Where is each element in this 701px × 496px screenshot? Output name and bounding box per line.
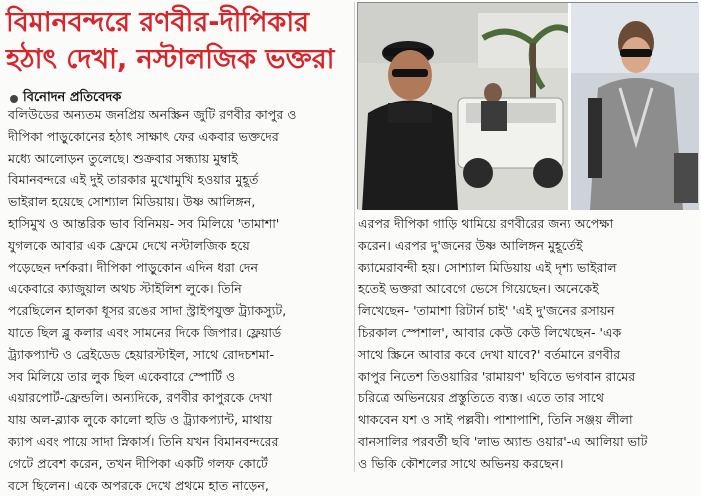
text-line: করেন। এরপর দু'জনের উষ্ণ আলিঙ্গন মুহূর্তেই <box>358 237 583 253</box>
text-line: হতেই ভক্তরা আবেগে ভেসে গিয়েছেন। অনেকেই <box>358 281 599 297</box>
text-line: যাতে ছিল ব্লু কলার এবং সামনের দিকে জিপার। ফ্লেয়ার্ড <box>8 324 282 340</box>
text-line: মধ্যে আলোড়ন তুলেছে। শুক্রবার সন্ধ্যায় মুম্বাই <box>8 150 238 166</box>
text-line: ভাইরাল হয়েছে সোশ্যাল মিডিয়ায়। উষ্ণ আলিঙ্গন, <box>8 194 256 210</box>
left-text-column <box>8 104 351 493</box>
text-line: বিমানবন্দরে এই দুই তারকার মুখোমুখি হওয়ার মুহূর্ত <box>8 172 259 188</box>
column-divider <box>354 2 355 472</box>
text-line: বানসালির পরবর্তী ছবি 'লাভ অ্যান্ড ওয়ার'-এ আলিয়া ভাট <box>358 433 648 449</box>
text-line: লিখেছেন- 'তামাশা রিটার্ন চাই' 'এই দু'জনের রসায়ন <box>358 303 615 319</box>
article-photo <box>357 2 698 209</box>
text-line: চরিত্রে অভিনয়ের প্রস্তুতিতে ব্যস্ত। এতে তার সাথে <box>358 390 605 406</box>
text-line: চিরকাল স্পেশাল', আবার কেউ কেউ লিখেছেন- 'এক <box>358 324 622 340</box>
headline <box>6 4 351 78</box>
text-line: বসে ছিলেন। একে অপরকে দেখে প্রথমে হাত নাড়েন, <box>8 477 269 493</box>
text-line: ট্র্যাকপ্যান্ট ও ব্রেইডেড হেয়ারস্টাইল, সাথে রোদচশমা- <box>8 346 274 362</box>
text-line: থাকবেন যশ ও সাই পল্লবী। পাশাপাশি, তিনি সঞ্জয় লীলা <box>358 412 633 428</box>
right-text-column <box>358 213 694 471</box>
text-line: দীপিকা পাড়ুকোনের হঠাৎ সাক্ষাৎ ফের একবার ভক্তদের <box>8 128 279 144</box>
text-line: ক্যামেরাবন্দী হয়। সোশ্যাল মিডিয়ায় এই দৃশ্য ভাইরাল <box>358 259 617 275</box>
text-line: যায় অল-ব্ল্যাক লুকে কালো হুডি ও ট্র্যাকপ্যান্ট, মাথায় <box>8 412 272 428</box>
text-line: ও ভিকি কৌশলের সাথে অভিনয় করছেন। <box>358 455 564 471</box>
text-line: যুগলকে আবার এক ফ্রেমে দেখে নস্টালজিক হয়ে <box>8 237 250 253</box>
text-line: এয়ারপোর্ট-ফ্রেন্ডলি। অন্যদিকে, রণবীর কাপুরকে দেখা <box>8 390 272 406</box>
text-line: পড়েছেন দর্শকরা। দীপিকা পাড়ুকোন এদিন ধরা দেন <box>8 259 259 275</box>
text-line: হাসিমুখ ও আন্তরিক ভাব বিনিময়- সব মিলিয়ে 'তামাশা' <box>8 215 280 231</box>
text-line: একেবারে ক্যাজুয়াল অথচ স্টাইলিশ লুকে। তিনি <box>8 281 242 297</box>
headline-line: বিমানবন্দরে রণবীর-দীপিকার <box>6 7 309 38</box>
byline-text: বিনোদন প্রতিবেদক <box>23 90 122 105</box>
text-line: বলিউডের অন্যতম জনপ্রিয় অনস্ক্রিন জুটি রণবীর কাপুর ও <box>8 107 297 122</box>
text-line: গেটে প্রবেশ করেন, তখন দীপিকা একটি গলফ কোর্টে <box>8 455 268 471</box>
headline-line: হঠাৎ দেখা, নস্টালজিক ভক্তরা <box>6 44 335 75</box>
bullet-icon <box>10 95 18 103</box>
text-line: পরেছিলেন হালকা ধূসর রঙের সাদা স্ট্রাইপযুক্ত ট্র্যাকস্যুট, <box>8 303 287 319</box>
text-line: সাথে স্ক্রিনে আবার কবে দেখা যাবে?' বর্তমানে রণবীর <box>358 346 621 362</box>
text-line: ক্যাপ এবং পায়ে সাদা স্নিকার্স। তিনি যখন বিমানবন্দরের <box>8 433 279 449</box>
text-line: সব মিলিয়ে তার লুক ছিল একেবারে স্পোর্টি ও <box>8 368 236 384</box>
text-line: এরপর দীপিকা গাড়ি থামিয়ে রণবীরের জন্য অপেক্ষা <box>358 216 614 231</box>
text-line: কাপুর নিতেশ তিওয়ারির 'রামায়ণ' ছবিতে ভগবান রামের <box>358 368 636 384</box>
